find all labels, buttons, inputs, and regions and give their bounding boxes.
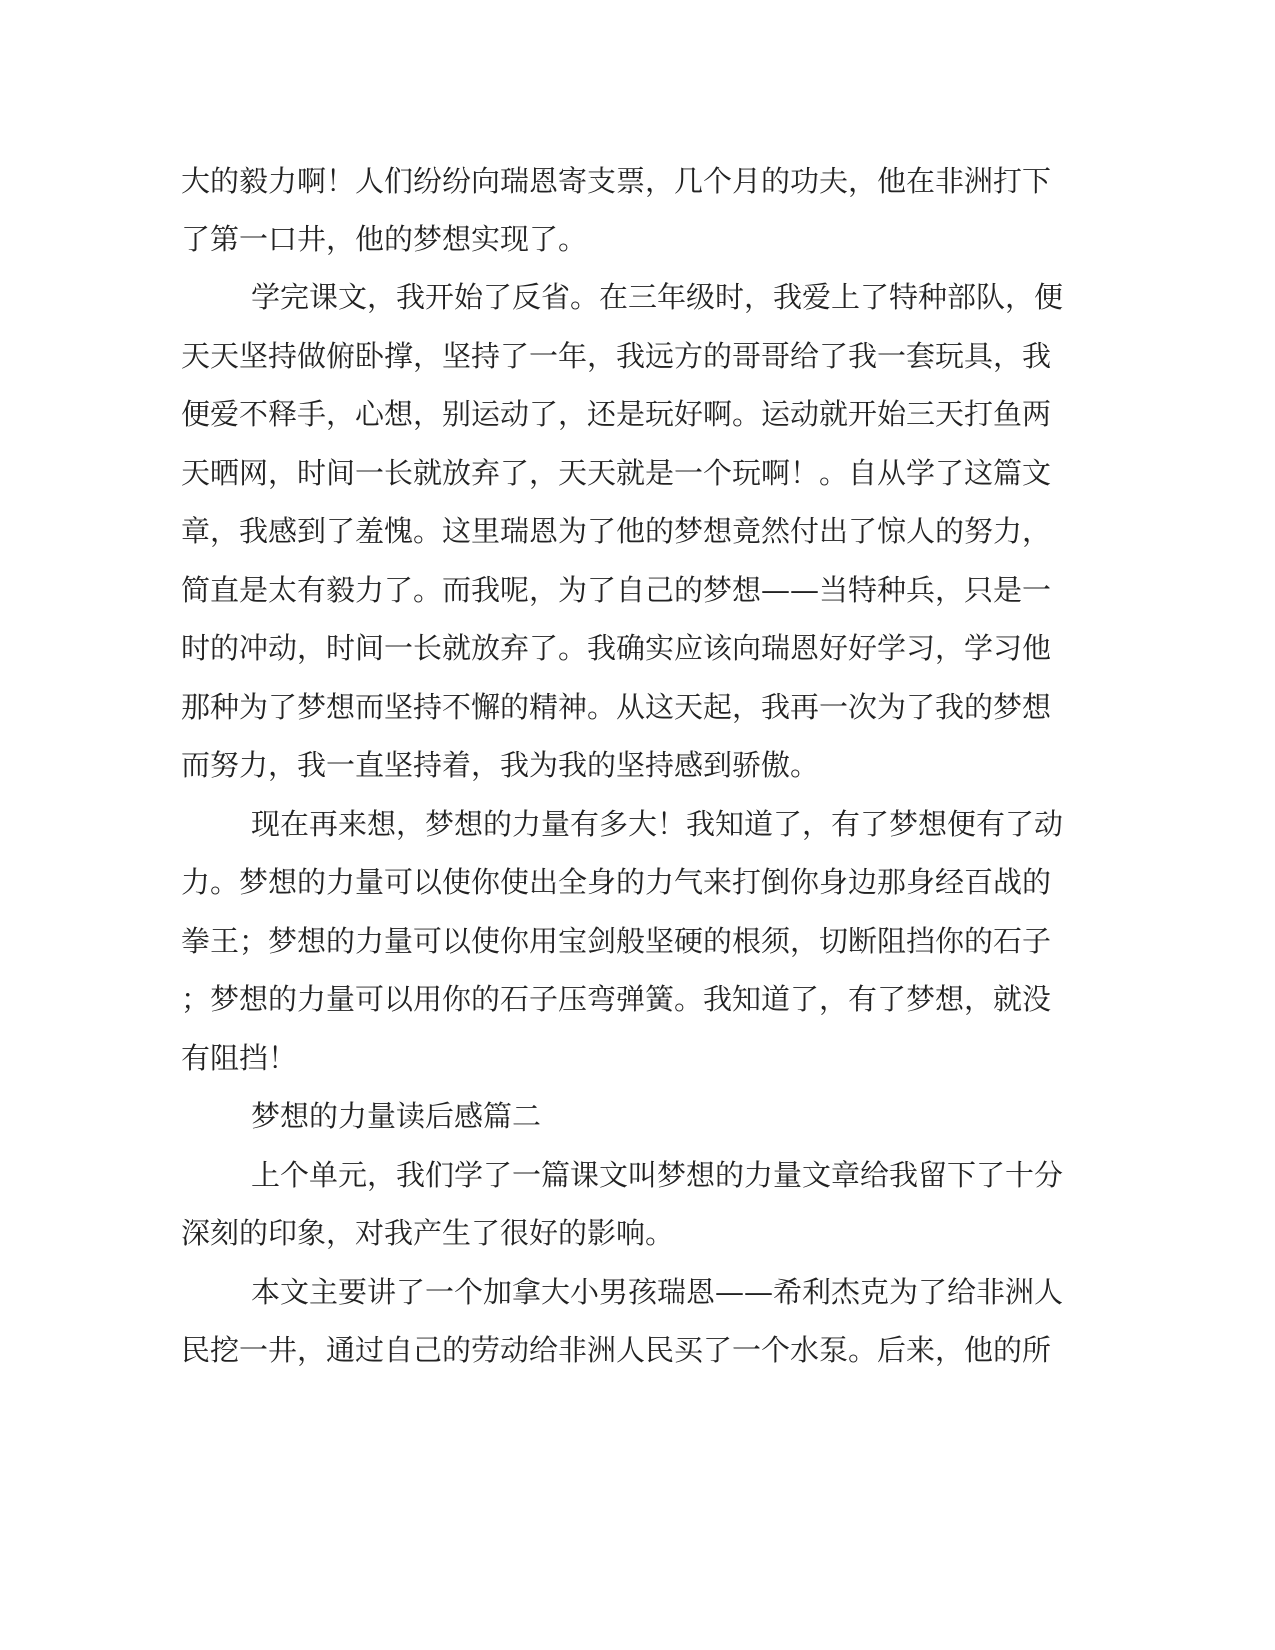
- text-line: 本文主要讲了一个加拿大小男孩瑞恩——希利杰克为了给非洲人: [251, 1275, 1064, 1309]
- text-line: 上个单元，我们学了一篇课文叫梦想的力量文章给我留下了十分: [251, 1158, 1064, 1192]
- text-line: 现在再来想，梦想的力量有多大！我知道了，有了梦想便有了动: [251, 807, 1064, 841]
- text-line: 天晒网，时间一长就放弃了，天天就是一个玩啊！。自从学了这篇文: [181, 456, 1052, 490]
- text-line: ；梦想的力量可以用你的石子压弯弹簧。我知道了，有了梦想，就没: [181, 982, 1052, 1016]
- text-line: 学完课文，我开始了反省。在三年级时，我爱上了特种部队，便: [251, 280, 1064, 314]
- text-line: 而努力，我一直坚持着，我为我的坚持感到骄傲。: [181, 748, 820, 782]
- text-line: 大的毅力啊！人们纷纷向瑞恩寄支票，几个月的功夫，他在非洲打下: [181, 164, 1052, 198]
- section-heading: 梦想的力量读后感篇二: [251, 1099, 542, 1133]
- text-line: 力。梦想的力量可以使你使出全身的力气来打倒你身边那身经百战的: [181, 865, 1052, 899]
- text-line: 那种为了梦想而坚持不懈的精神。从这天起，我再一次为了我的梦想: [181, 690, 1052, 724]
- text-line: 时的冲动，时间一长就放弃了。我确实应该向瑞恩好好学习，学习他: [181, 631, 1052, 665]
- text-line: 拳王；梦想的力量可以使你用宝剑般坚硬的根须，切断阻挡你的石子: [181, 924, 1052, 958]
- text-line: 便爱不释手，心想，别运动了，还是玩好啊。运动就开始三天打鱼两: [181, 397, 1052, 431]
- text-line: 深刻的印象，对我产生了很好的影响。: [181, 1216, 675, 1250]
- text-line: 章，我感到了羞愧。这里瑞恩为了他的梦想竟然付出了惊人的努力，: [181, 514, 1052, 548]
- text-line: 简直是太有毅力了。而我呢，为了自己的梦想——当特种兵，只是一: [181, 573, 1052, 607]
- text-line: 民挖一井，通过自己的劳动给非洲人民买了一个水泵。后来，他的所: [181, 1333, 1052, 1367]
- text-line: 有阻挡！: [181, 1041, 298, 1075]
- text-line: 了第一口井，他的梦想实现了。: [181, 222, 588, 256]
- text-line: 天天坚持做俯卧撑，坚持了一年，我远方的哥哥给了我一套玩具，我: [181, 339, 1052, 373]
